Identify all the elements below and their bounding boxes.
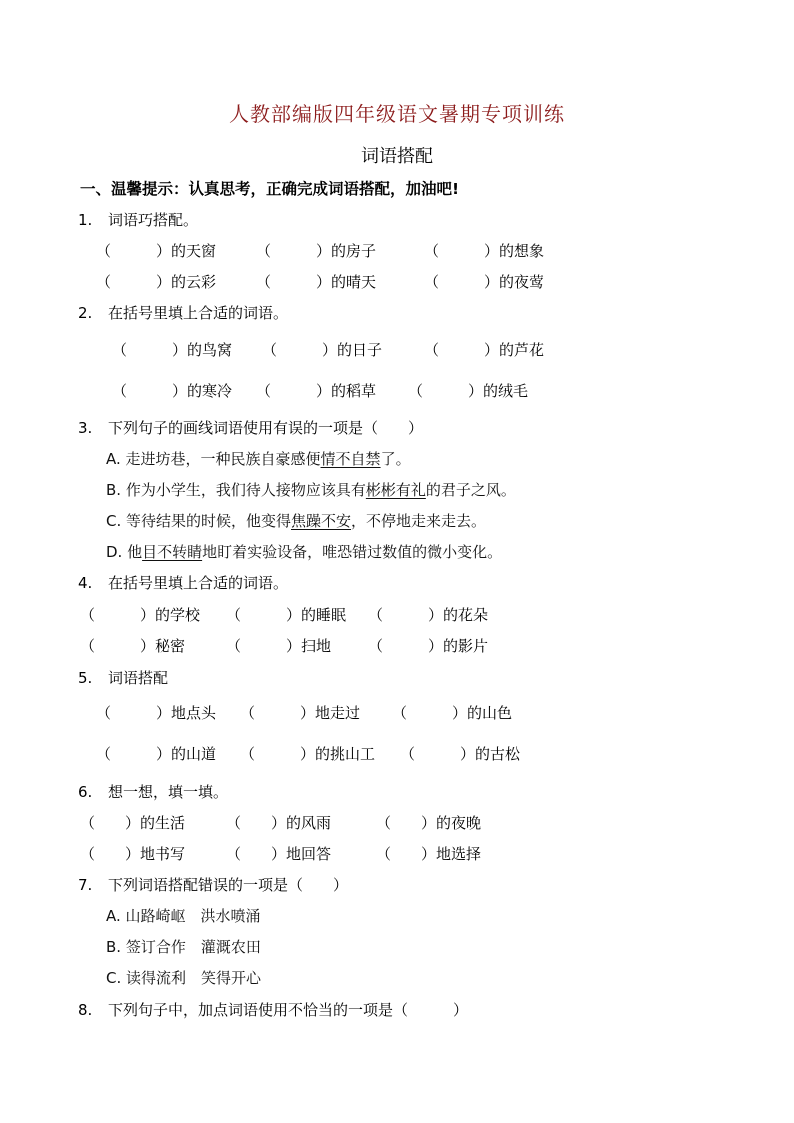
question-6 — [78, 781, 228, 802]
fill-blank-item: （ ）的寒冷 — [112, 382, 233, 400]
q7-option-b: B. 签订合作 灌溉农田 — [106, 938, 261, 956]
fill-blank-item: （ ）的花朵 — [368, 606, 489, 624]
fill-blank-item: （ ）的稻草 — [256, 382, 377, 400]
question-number: 2. — [78, 304, 93, 322]
question-1 — [78, 209, 198, 230]
question-number: 5. — [78, 669, 93, 687]
page-title: 人教部编版四年级语文暑期专项训练 — [229, 102, 565, 126]
q3-option-b: B. 作为小学生，我们待人接物应该具有彬彬有礼的君子之风。 — [106, 481, 516, 499]
question-number: 6. — [78, 783, 93, 801]
question-text: 词语巧搭配。 — [108, 211, 199, 229]
fill-blank-item: （ ）的云彩 — [96, 273, 217, 291]
question-2 — [78, 302, 288, 323]
question-text: 下列句子中，加点词语使用不恰当的一项是（ ） — [108, 1001, 469, 1019]
question-text: 下列词语搭配错误的一项是（ ） — [108, 876, 349, 894]
question-7 — [78, 874, 348, 895]
question-number: 8. — [78, 1001, 93, 1019]
fill-blank-item: （ ）的影片 — [368, 637, 489, 655]
fill-blank-item: （ ）的鸟窝 — [112, 341, 233, 359]
fill-blank-item: （ ）的山色 — [392, 704, 513, 722]
question-3 — [78, 417, 423, 438]
fill-blank-item: （ ）秘密 — [80, 637, 186, 655]
fill-blank-item: （ ）地走过 — [240, 704, 361, 722]
fill-blank-item: （ ）的学校 — [80, 606, 201, 624]
fill-blank-item: （ ）地书写 — [80, 845, 186, 863]
fill-blank-item: （ ）的日子 — [262, 341, 383, 359]
fill-blank-item: （ ）地点头 — [96, 704, 217, 722]
question-number: 1. — [78, 211, 93, 229]
q3-option-d: D. 他目不转睛地盯着实验设备，唯恐错过数值的微小变化。 — [106, 543, 503, 561]
fill-blank-item: （ ）地回答 — [226, 845, 332, 863]
fill-blank-item: （ ）的房子 — [256, 242, 377, 260]
question-text: 词语搭配 — [108, 669, 169, 687]
fill-blank-item: （ ）的挑山工 — [240, 745, 376, 763]
fill-blank-item: （ ）的想象 — [424, 242, 545, 260]
question-5 — [78, 667, 168, 688]
question-number: 4. — [78, 574, 93, 592]
fill-blank-item: （ ）的夜晚 — [376, 814, 482, 832]
question-text: 在括号里填上合适的词语。 — [108, 304, 289, 322]
page-subtitle: 词语搭配 — [361, 146, 433, 167]
q7-option-a: A. 山路崎岖 洪水喷涌 — [106, 907, 261, 925]
section-heading: 一、温馨提示：认真思考，正确完成词语搭配，加油吧! — [80, 180, 460, 198]
question-8 — [78, 999, 468, 1020]
fill-blank-item: （ ）扫地 — [226, 637, 332, 655]
fill-blank-item: （ ）的生活 — [80, 814, 186, 832]
fill-blank-item: （ ）的山道 — [96, 745, 217, 763]
question-text: 下列句子的画线词语使用有误的一项是（ ） — [108, 419, 424, 437]
fill-blank-item: （ ）地选择 — [376, 845, 482, 863]
fill-blank-item: （ ）的芦花 — [424, 341, 545, 359]
fill-blank-item: （ ）的风雨 — [226, 814, 332, 832]
fill-blank-item: （ ）的天窗 — [96, 242, 217, 260]
question-number: 3. — [78, 419, 93, 437]
q7-option-c: C. 读得流利 笑得开心 — [106, 969, 262, 987]
question-number: 7. — [78, 876, 93, 894]
underlined-word: 彬彬有礼 — [365, 481, 426, 499]
q3-option-c: C. 等待结果的时候，他变得焦躁不安，不停地走来走去。 — [106, 512, 487, 530]
question-text: 想一想，填一填。 — [108, 783, 229, 801]
underlined-word: 焦躁不安 — [291, 512, 352, 530]
question-4 — [78, 572, 288, 593]
fill-blank-item: （ ）的睡眠 — [226, 606, 347, 624]
question-text: 在括号里填上合适的词语。 — [108, 574, 289, 592]
underlined-word: 目不转睛 — [142, 543, 203, 561]
fill-blank-item: （ ）的夜莺 — [424, 273, 545, 291]
fill-blank-item: （ ）的古松 — [400, 745, 521, 763]
underlined-word: 情不自禁 — [320, 450, 381, 468]
fill-blank-item: （ ）的绒毛 — [408, 382, 529, 400]
fill-blank-item: （ ）的晴天 — [256, 273, 377, 291]
q3-option-a: A. 走进坊巷，一种民族自豪感便情不自禁了。 — [106, 450, 411, 468]
